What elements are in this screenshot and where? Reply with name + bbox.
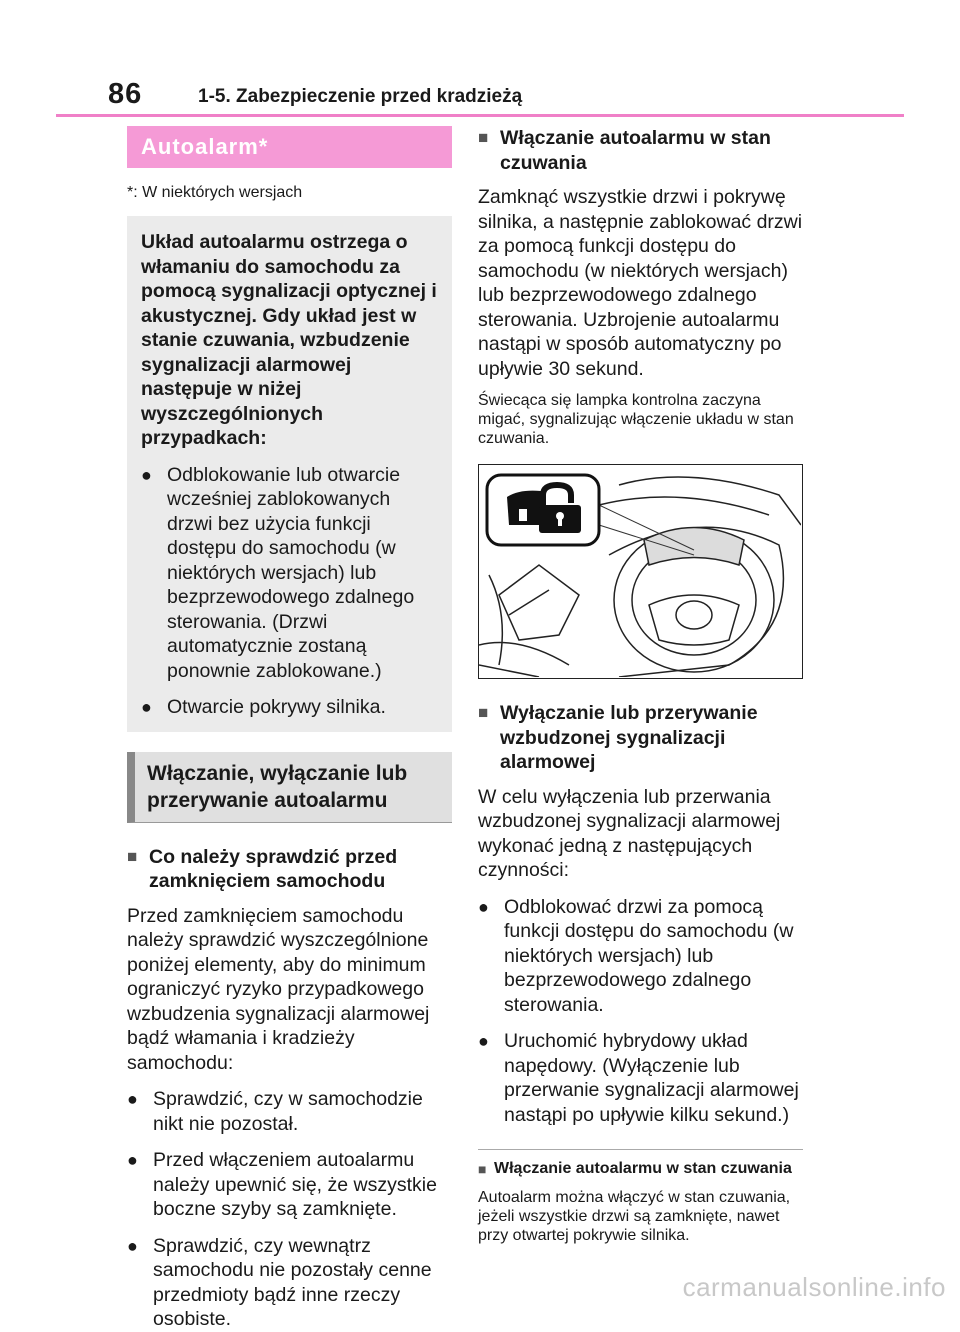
info-bullet: ● Odblokowanie lub otwarcie wcześniej zablokowanych drzwi bez użycia funkcji dostępu do samochodu (w niektórych wersjach) lub bezprzewodowego zdalnego sterowania. (Drzwi automatycznie zostaną ponownie zablokowane.) <box>141 463 415 682</box>
info-bullet: ● Otwarcie pokrywy silnika. <box>141 696 386 718</box>
arm-text: Zamknąć wszystkie drzwi i pokrywę silnika, a następnie zablokować drzwi za pomocą funkcji dostępu do samochodu (w niektórych wersjach) lub bezprzewodowego zdalnego sterowania. Uzbrojenie autoalarmu nastąpi w sposób automatyczny po upływie 30 sekund. <box>478 186 803 380</box>
small-text: Autoalarm można włączyć w stan czuwania, jeżeli wszystkie drzwi są zamknięte, nawet przy otwartej pokrywie silnika. <box>478 1189 791 1244</box>
dashboard-illustration <box>478 464 803 679</box>
page-header <box>0 0 960 118</box>
section-title: 1-5. Zabezpieczenie przed kradzieżą <box>198 86 523 107</box>
dashboard-drawing <box>479 465 801 677</box>
bullet-dot-icon: ● <box>478 896 489 917</box>
small-heading: ■ Włączanie autoalarmu w stan czuwania <box>478 1149 803 1178</box>
main-heading: Autoalarm* <box>127 126 452 168</box>
sub-heading: Włączanie, wyłączanie lub przerywanie autoalarmu <box>127 752 452 823</box>
check-text: Przed zamknięciem samochodu należy sprawdzić wyszczególnione poniżej elementy, aby do minimum ograniczyć ryzyko przypadkowego wzbudzenia sygnalizacji alarmowej bądź włamania i kradzieży samochodu: <box>127 904 430 1074</box>
arm-note: Świecąca się lampka kontrolna zaczyna migać, sygnalizując włączenie układu w stan czuwania. <box>478 392 794 447</box>
check-bullet: ● Sprawdzić, czy w samochodzie nikt nie pozostał. <box>127 1088 423 1135</box>
check-bullet: ● Przed włączeniem autoalarmu należy upewnić się, że wszystkie boczne szyby są zamknięte. <box>127 1149 437 1220</box>
check-heading: ■ Co należy sprawdzić przed zamknięciem samochodu <box>127 845 398 892</box>
info-box <box>127 216 452 732</box>
bullet-dot-icon: ● <box>127 1235 138 1256</box>
footnote: *: W niektórych wersjach <box>127 184 303 201</box>
square-bullet-icon: ■ <box>478 128 489 147</box>
square-bullet-icon: ■ <box>127 846 138 866</box>
page-number: 86 <box>108 78 143 110</box>
arm-heading: ■ Włączanie autoalarmu w stan czuwania <box>478 127 771 174</box>
info-lead: Układ autoalarmu ostrzega o włamaniu do samochodu za pomocą sygnalizacji optycznej i akustycznej. Gdy układ jest w stanie czuwania, wzbudzenie sygnalizacji alarmowej następuje w niżej wyszczególnionych przypadkach: <box>141 231 437 449</box>
square-bullet-icon: ■ <box>478 1161 487 1177</box>
left-column <box>127 126 452 1332</box>
check-bullet: ● Sprawdzić, czy wewnątrz samochodu nie pozostały cenne przedmioty bądź inne rzeczy osobiste. <box>127 1234 432 1330</box>
disarm-bullet: ● Uruchomić hybrydowy układ napędowy. (Wyłączenie lub przerwanie sygnalizacji alarmowej nastąpi po upływie kilku sekund.) <box>478 1030 799 1126</box>
bullet-dot-icon: ● <box>127 1150 138 1170</box>
header-divider <box>56 114 904 117</box>
watermark: carmanualsonline.info <box>682 1272 946 1302</box>
disarm-bullet: ● Odblokować drzwi za pomocą funkcji dostępu do samochodu (w niektórych wersjach) lub bezprzewodowego zdalnego sterowania. <box>478 895 794 1016</box>
right-column <box>478 126 803 1245</box>
bullet-dot-icon: ● <box>141 697 152 717</box>
bullet-dot-icon: ● <box>478 1031 489 1051</box>
disarm-text: W celu wyłączenia lub przerwania wzbudzonej sygnalizacji alarmowej wykonać jedną z następujących czynności: <box>478 785 781 881</box>
disarm-heading: ■ Wyłączanie lub przerywanie wzbudzonej sygnalizacji alarmowej <box>478 702 758 773</box>
square-bullet-icon: ■ <box>478 703 489 722</box>
bullet-dot-icon: ● <box>127 1089 138 1109</box>
bullet-dot-icon: ● <box>141 464 152 485</box>
